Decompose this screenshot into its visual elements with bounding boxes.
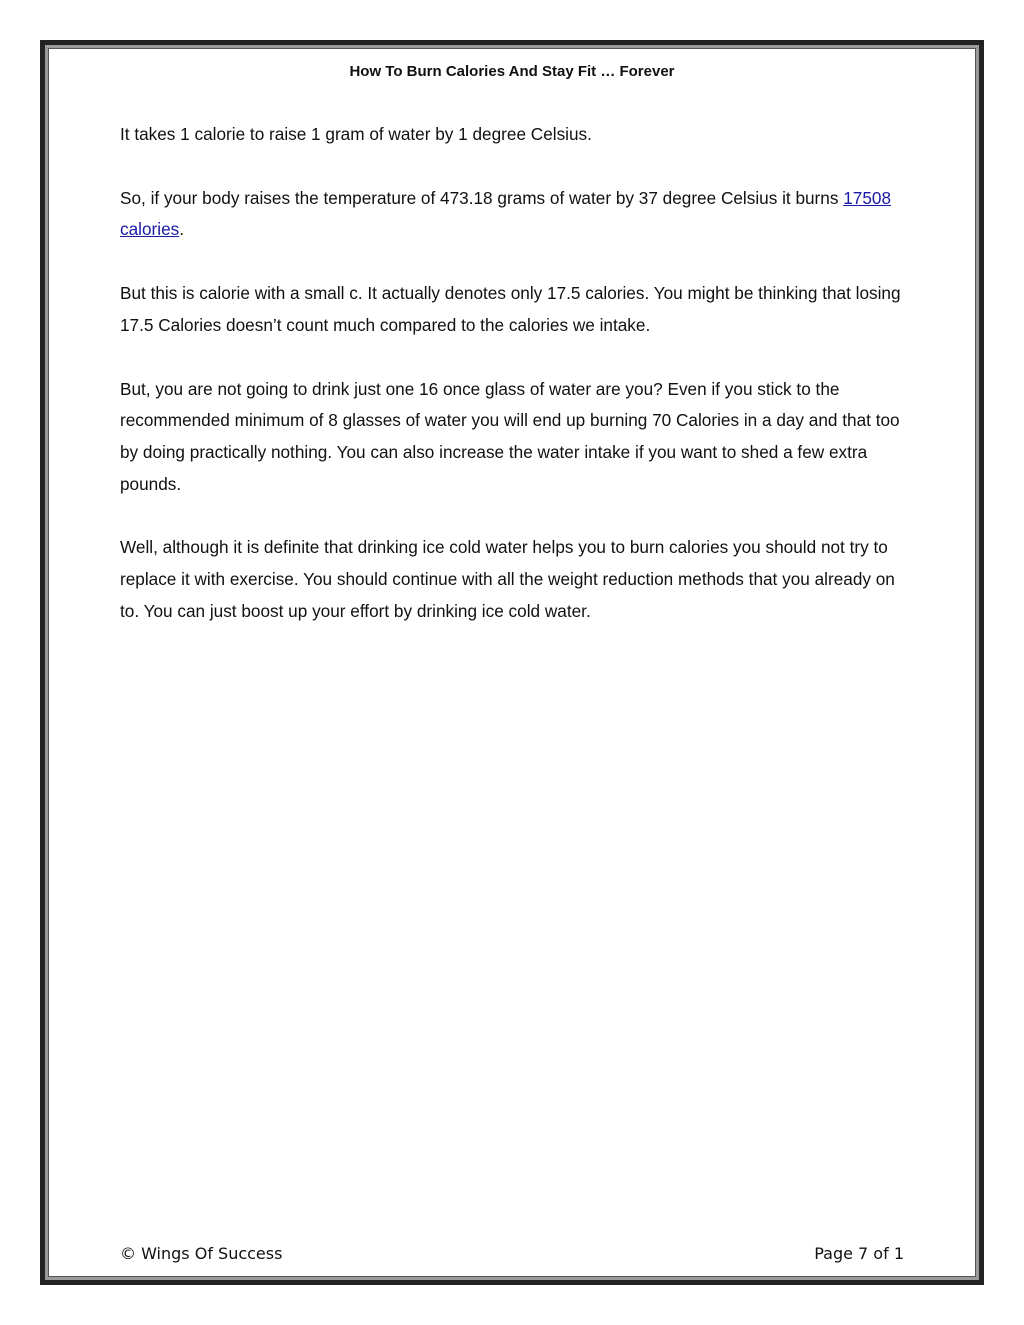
paragraph-4: But, you are not going to drink just one 16 once glass of water are you? Even if you stick to the recommended minimum of 8 glasses of water you will end up burning 70 Calories in a day and that too by doing practically nothing. You can also increase the water intake if you want to shed a few extra pounds. <box>120 378 900 494</box>
paragraph-2-end: . <box>179 219 185 240</box>
paragraph-5: Well, although it is definite that drinking ice cold water helps you to burn calories you should not try to replace it with exercise. You should continue with all the weight reduction methods that you already on to. You can just boost up your effort by drinking ice cold water. <box>120 537 895 621</box>
footer-copyright: © Wings Of Success <box>120 1244 283 1263</box>
paragraph-2-text: So, if your body raises the temperature of 473.18 grams of water by 37 degree Celsius it burns <box>120 187 844 208</box>
page-footer <box>120 1244 904 1263</box>
paragraph-3: But this is calorie with a small c. It actually denotes only 17.5 calories. You might be thinking that losing 17.5 Calories doesn’t count much compared to the calories we intake. <box>120 283 901 335</box>
page <box>48 48 976 1277</box>
calories-link[interactable]: 17508 calories <box>120 187 892 240</box>
page-content <box>120 119 910 659</box>
paragraph-2 <box>120 183 910 246</box>
paragraph-1: It takes 1 calorie to raise 1 gram of water by 1 degree Celsius. <box>120 124 592 144</box>
page-header-title: How To Burn Calories And Stay Fit … Forever <box>349 63 675 80</box>
page-frame <box>40 40 984 1285</box>
footer-page-number: Page 7 of 1 <box>814 1244 904 1263</box>
